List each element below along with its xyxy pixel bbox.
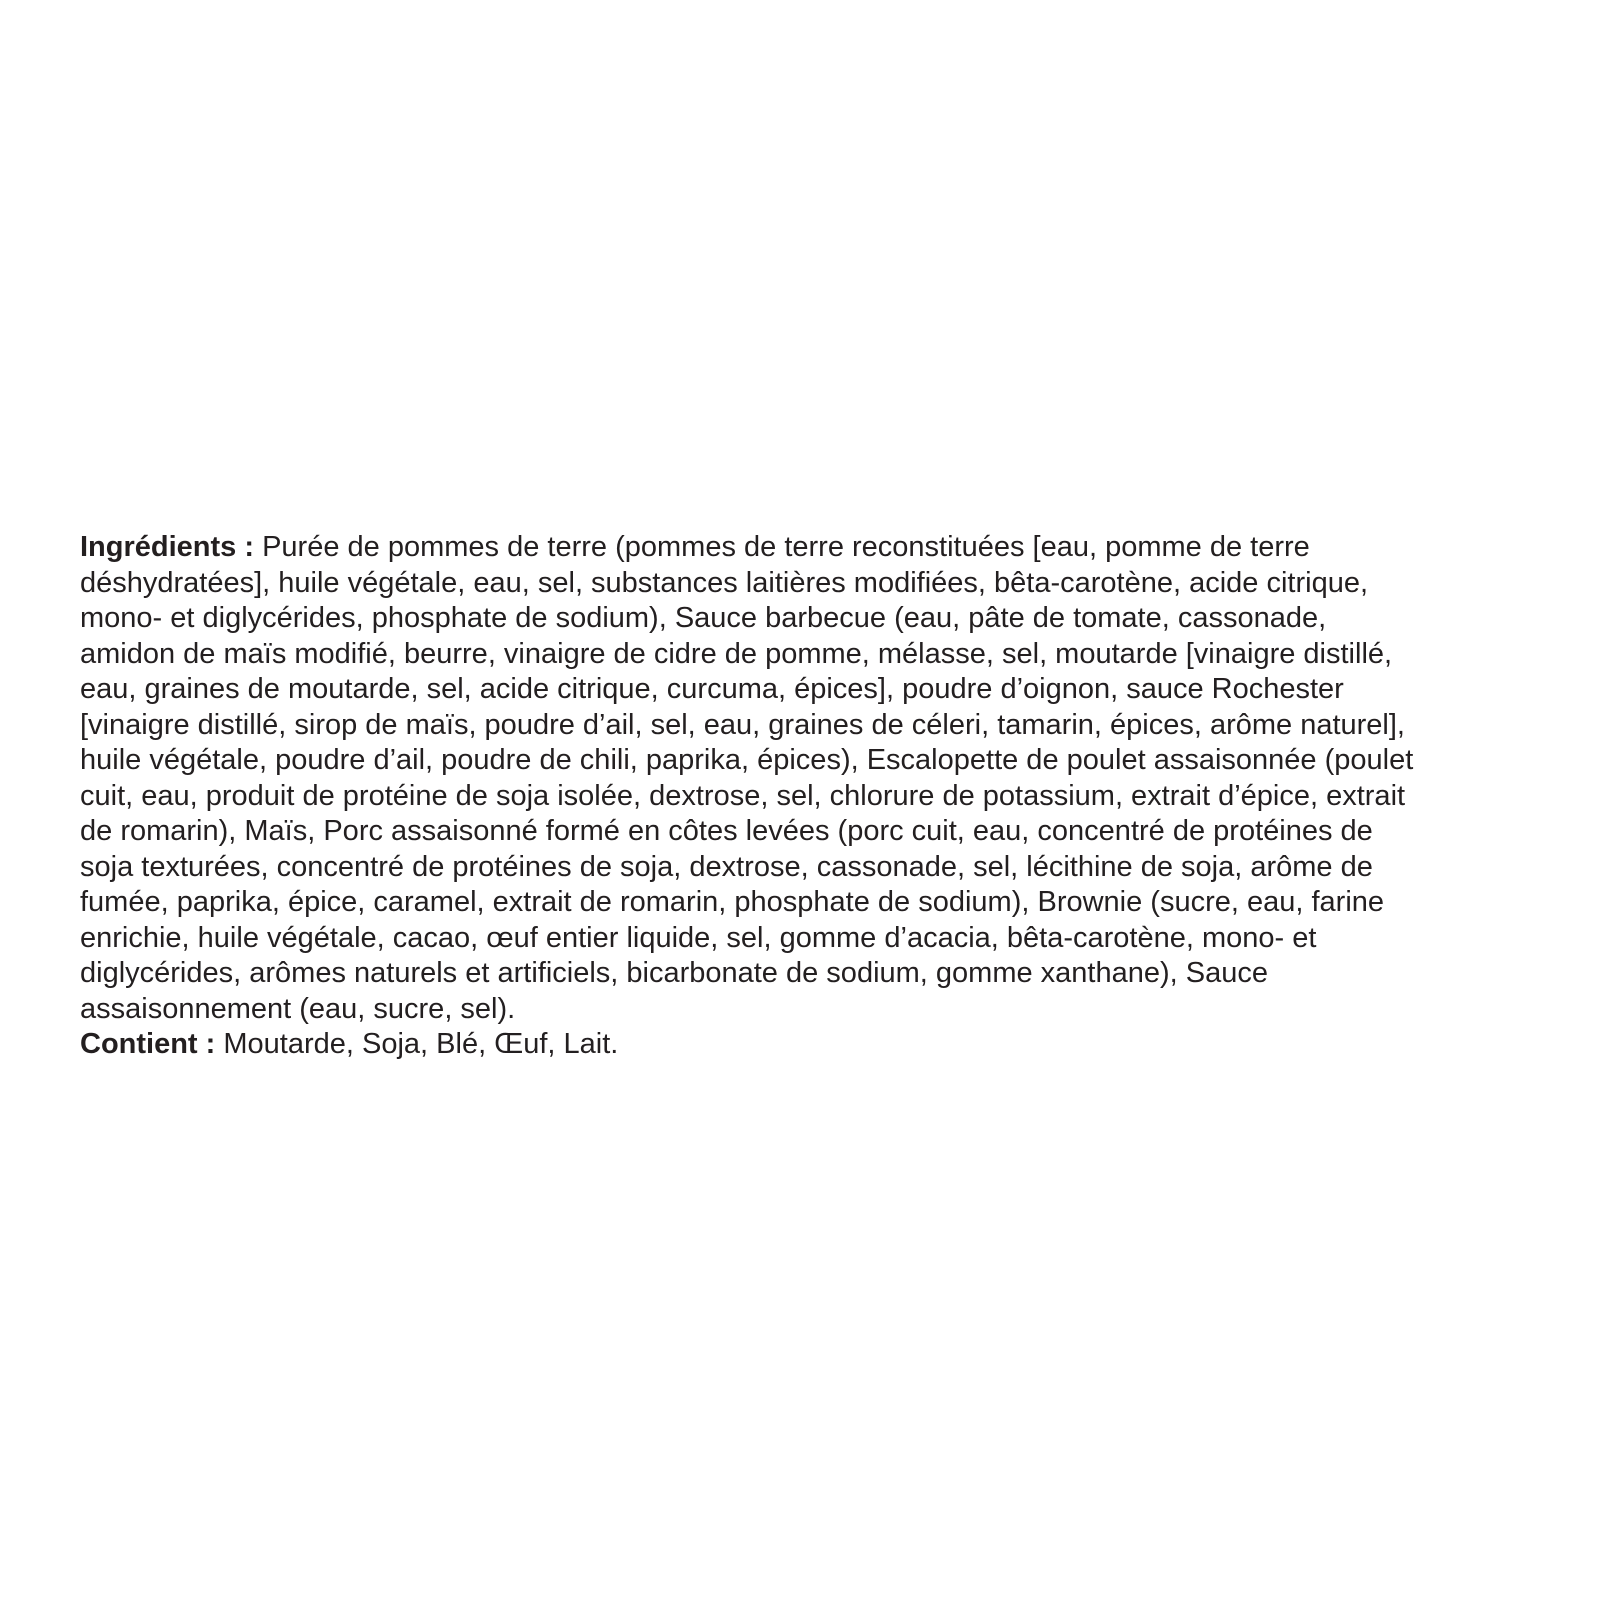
ingredients-text-line: assaisonnement (eau, sucre, sel). bbox=[80, 992, 516, 1025]
ingredients-text-line: mono- et diglycérides, phosphate de sodium), Sauce barbecue (eau, pâte de tomate, cassonade, bbox=[80, 602, 1327, 634]
ingredients-text-line: de romarin), Maïs, Porc assaisonné formé en côtes levées (porc cuit, eau, concentré de protéines de bbox=[80, 815, 1373, 847]
ingredients-text-line: eau, graines de moutarde, sel, acide citrique, curcuma, épices], poudre d’oignon, sauce Rochester bbox=[80, 673, 1344, 705]
ingredients-text-line: fumée, paprika, épice, caramel, extrait de romarin, phosphate de sodium), Brownie (sucre, eau, farine bbox=[80, 886, 1385, 918]
contains-paragraph bbox=[80, 1027, 1540, 1063]
contains-line bbox=[80, 1027, 1540, 1063]
ingredient-label bbox=[80, 530, 1540, 1063]
allergen-list: Moutarde, Soja, Blé, Œuf, Lait. bbox=[223, 1028, 619, 1060]
ingredients-heading: Ingrédients : bbox=[80, 531, 255, 563]
ingredients-text-line: soja texturées, concentré de protéines de soja, dextrose, cassonade, sel, lécithine de soja, arôme de bbox=[80, 850, 1373, 883]
ingredients-paragraph bbox=[80, 530, 1540, 1027]
ingredients-line-1 bbox=[80, 530, 1540, 566]
ingredients-text-line: diglycérides, arômes naturels et artificiels, bicarbonate de sodium, gomme xanthane), Sauce bbox=[80, 957, 1268, 989]
contains-heading: Contient : bbox=[80, 1028, 216, 1060]
ingredients-text-line: [vinaigre distillé, sirop de maïs, poudre d’ail, sel, eau, graines de céleri, tamarin, épices, arôme naturel], bbox=[80, 708, 1405, 741]
ingredients-text-line: déshydratées], huile végétale, eau, sel, substances laitières modifiées, bêta-carotène, acide citrique, bbox=[80, 566, 1369, 599]
ingredients-text-line: Purée de pommes de terre (pommes de terre reconstituées [eau, pomme de terre bbox=[262, 531, 1310, 563]
ingredients-text-line: enrichie, huile végétale, cacao, œuf entier liquide, sel, gomme d’acacia, bêta-carotène, mono- et bbox=[80, 921, 1317, 954]
ingredients-text-line: amidon de maïs modifié, beurre, vinaigre de cidre de pomme, mélasse, sel, moutarde [vinaigre distillé, bbox=[80, 637, 1393, 670]
ingredients-text-line: cuit, eau, produit de protéine de soja isolée, dextrose, sel, chlorure de potassium, extrait d’épice, extrait bbox=[80, 779, 1406, 812]
ingredients-text-line: huile végétale, poudre d’ail, poudre de chili, paprika, épices), Escalopette de poulet assaisonnée (poulet bbox=[80, 744, 1414, 776]
